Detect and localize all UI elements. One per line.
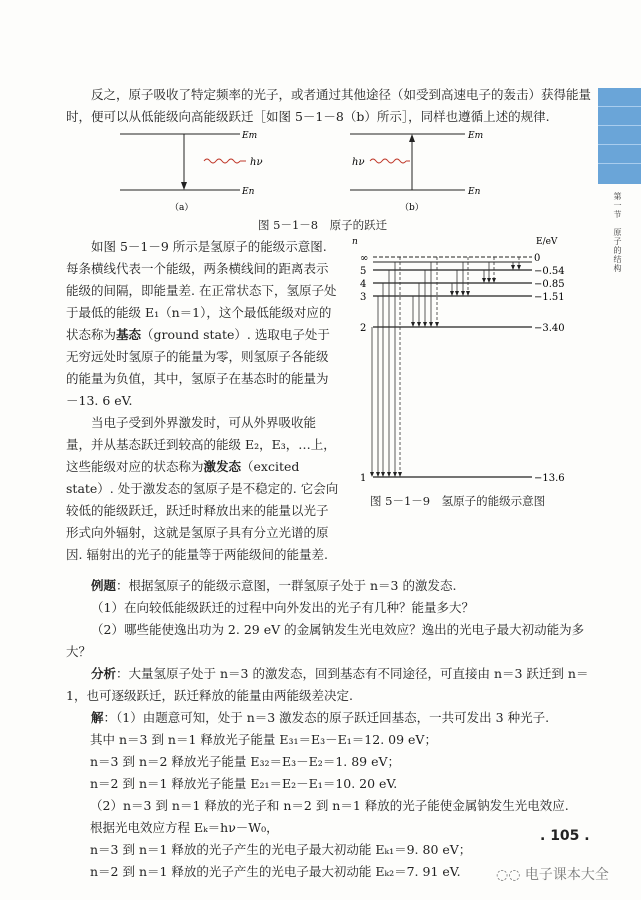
solution	[66, 707, 591, 729]
arrowhead	[398, 472, 402, 477]
watermark-text: 电子课本大全	[524, 867, 609, 883]
sub-label-a: （a）	[170, 203, 194, 213]
arrowhead	[517, 265, 521, 270]
figure-b	[350, 131, 483, 213]
arrowhead	[435, 322, 439, 327]
arrowhead	[370, 472, 374, 477]
level-energy-label: −3.40	[534, 323, 565, 334]
arrowhead	[411, 322, 415, 327]
para2-text: 如图 5－1－9 所示是氢原子的能级示意图. 每条横线代表一个能级，两条横线间的距离表示能级的间隔，即能量差. 在正常状态下，氢原子处于最低的能级 E₁（n＝1），这个最低能级对应的状态称为	[66, 239, 337, 342]
question-1: （1）在向较低能级跃迁的过程中向外发出的光子有几种？能量多大？	[91, 600, 474, 615]
solution-title: 解	[91, 710, 104, 725]
axis-n-label: n	[352, 237, 358, 247]
arrowhead	[455, 291, 459, 296]
intro-paragraph: 反之，原子吸收了特定频率的光子，或者通过其他途径（如受到高速电子的轰击）获得能量时，便可以从低能级向高能级跃迁［如图 5－1－8（b）所示］，同样也遵循上述的规律.	[66, 87, 592, 124]
level-n-label: 1	[360, 473, 367, 484]
arrowhead	[466, 291, 470, 296]
question-text: ：根据氢原子的能级示意图，一群氢原子处于 n＝3 的激发态.	[116, 578, 457, 593]
figure-5-1-9-energy-levels	[340, 230, 580, 490]
figure-5-1-9-caption: 图 5－1－9 氢原子的能级示意图	[370, 494, 546, 508]
level-low-label: En	[468, 187, 481, 197]
level-n-label: 3	[360, 292, 367, 303]
solution-line: n＝2 到 n＝1 释放光子能量 E₂₁＝E₂－E₁＝10. 20 eV.	[90, 776, 398, 791]
arrowhead	[482, 278, 486, 283]
arrowhead	[429, 322, 433, 327]
level-n-label: 4	[360, 279, 367, 290]
figure-5-1-8-caption: 图 5－1－8 原子的跃迁	[258, 218, 388, 232]
arrowhead	[423, 322, 427, 327]
level-n-label: 5	[360, 266, 367, 277]
chapter-side-tab[interactable]	[598, 88, 641, 184]
sub-label-b: （b）	[400, 203, 424, 213]
level-energy-label: −13.6	[534, 473, 565, 484]
photon-label: hν	[352, 157, 365, 168]
para3-text: 当电子受到外界激发时，可从外界吸收能量，并从基态跃迁到较高的能级 E₂，E₃，…上，这些能级对应的状态称为	[66, 415, 336, 474]
wechat-icon: ◌◌	[496, 867, 525, 883]
section-label: 第一节 原子的结构	[613, 192, 622, 273]
solution-text: ：（1）由题意可知，处于 n＝3 激发态的原子跃迁回基态，一共可发出 3 种光子.	[103, 710, 550, 725]
figure-5-1-8-wrapper	[66, 128, 591, 214]
term-excited-state: 激发态	[203, 459, 242, 474]
level-energy-label: −1.51	[534, 292, 565, 303]
para2-rest: （ground state）. 选取电子处于无穷远处时氢原子的能量为零，则氢原子各能级的能量为负值，其中，氢原子在基态时的能量为 －13. 6 eV.	[66, 327, 330, 408]
example-section	[66, 575, 591, 883]
solution-line: n＝3 到 n＝1 释放的光子产生的光电子最大初动能 Eₖ₁＝9. 80 eV；	[90, 842, 472, 857]
arrowhead	[393, 472, 397, 477]
arrowhead	[376, 472, 380, 477]
arrowhead	[417, 322, 421, 327]
figure-a	[120, 131, 263, 213]
solution-line: （2）n＝3 到 n＝1 释放的光子和 n＝2 到 n＝1 释放的光子能使金属钠发生光电效应.	[90, 798, 569, 813]
solution-line: 根据光电效应方程 Eₖ＝hν－W₀，	[90, 820, 279, 835]
level-energy-label: 0	[534, 253, 541, 264]
para3-rest: （excited state）. 处于激发态的氢原子是不稳定的. 它会向较低的能级跃迁，跃迁时释放出来的能量以光子形式向外辐射，这就是氢原子具有分立光谱的原因. 辐射出的光子的能量等于两能级间的能量差.	[66, 459, 339, 562]
level-energy-label: −0.85	[534, 279, 565, 290]
level-low-label: En	[242, 187, 255, 197]
level-n-label: 2	[360, 323, 367, 334]
example-title: 例题	[91, 578, 117, 593]
arrowhead	[492, 278, 496, 283]
paragraph-energy-levels	[66, 236, 340, 412]
level-high-label: Em	[468, 131, 484, 141]
photon-label: hν	[250, 157, 263, 168]
level-energy-label: −0.54	[534, 266, 565, 277]
analysis-text: ：大量氢原子处于 n＝3 的激发态，回到基态有不同途径，可直接由 n＝3 跃迁到 n＝1，也可逐级跃迁，跃迁释放的能量由两能级差决定.	[66, 666, 589, 703]
arrowhead	[381, 472, 385, 477]
left-column	[66, 236, 340, 566]
page-number: . 105 .	[540, 828, 590, 844]
figure-5-1-8	[120, 128, 520, 214]
term-ground-state: 基态	[116, 327, 142, 342]
question-2: （2）哪些能使逸出功为 2. 29 eV 的金属钠发生光电效应？逸出的光电子最大初动能为多大？	[66, 622, 585, 659]
level-n-label: ∞	[360, 253, 369, 264]
watermark	[496, 864, 609, 884]
arrowhead	[461, 291, 465, 296]
solution-lines	[66, 729, 591, 883]
example-question	[66, 575, 591, 597]
arrowhead	[450, 291, 454, 296]
level-high-label: Em	[242, 131, 258, 141]
solution-line: 其中 n＝3 到 n＝1 释放光子能量 E₃₁＝E₃－E₁＝12. 09 eV；	[90, 732, 437, 747]
analysis-title: 分析	[91, 666, 117, 681]
arrowhead	[511, 265, 515, 270]
arrowhead	[387, 472, 391, 477]
solution-line: n＝2 到 n＝1 释放的光子产生的光电子最大初动能 Eₖ₂＝7. 91 eV.	[90, 864, 461, 879]
solution-line: n＝3 到 n＝2 释放光子能量 E₃₂＝E₃－E₂＝1. 89 eV；	[90, 754, 401, 769]
paragraph-excited-state	[66, 412, 340, 566]
axis-e-label: E/eV	[536, 237, 558, 247]
arrowhead	[487, 278, 491, 283]
analysis	[66, 663, 591, 707]
